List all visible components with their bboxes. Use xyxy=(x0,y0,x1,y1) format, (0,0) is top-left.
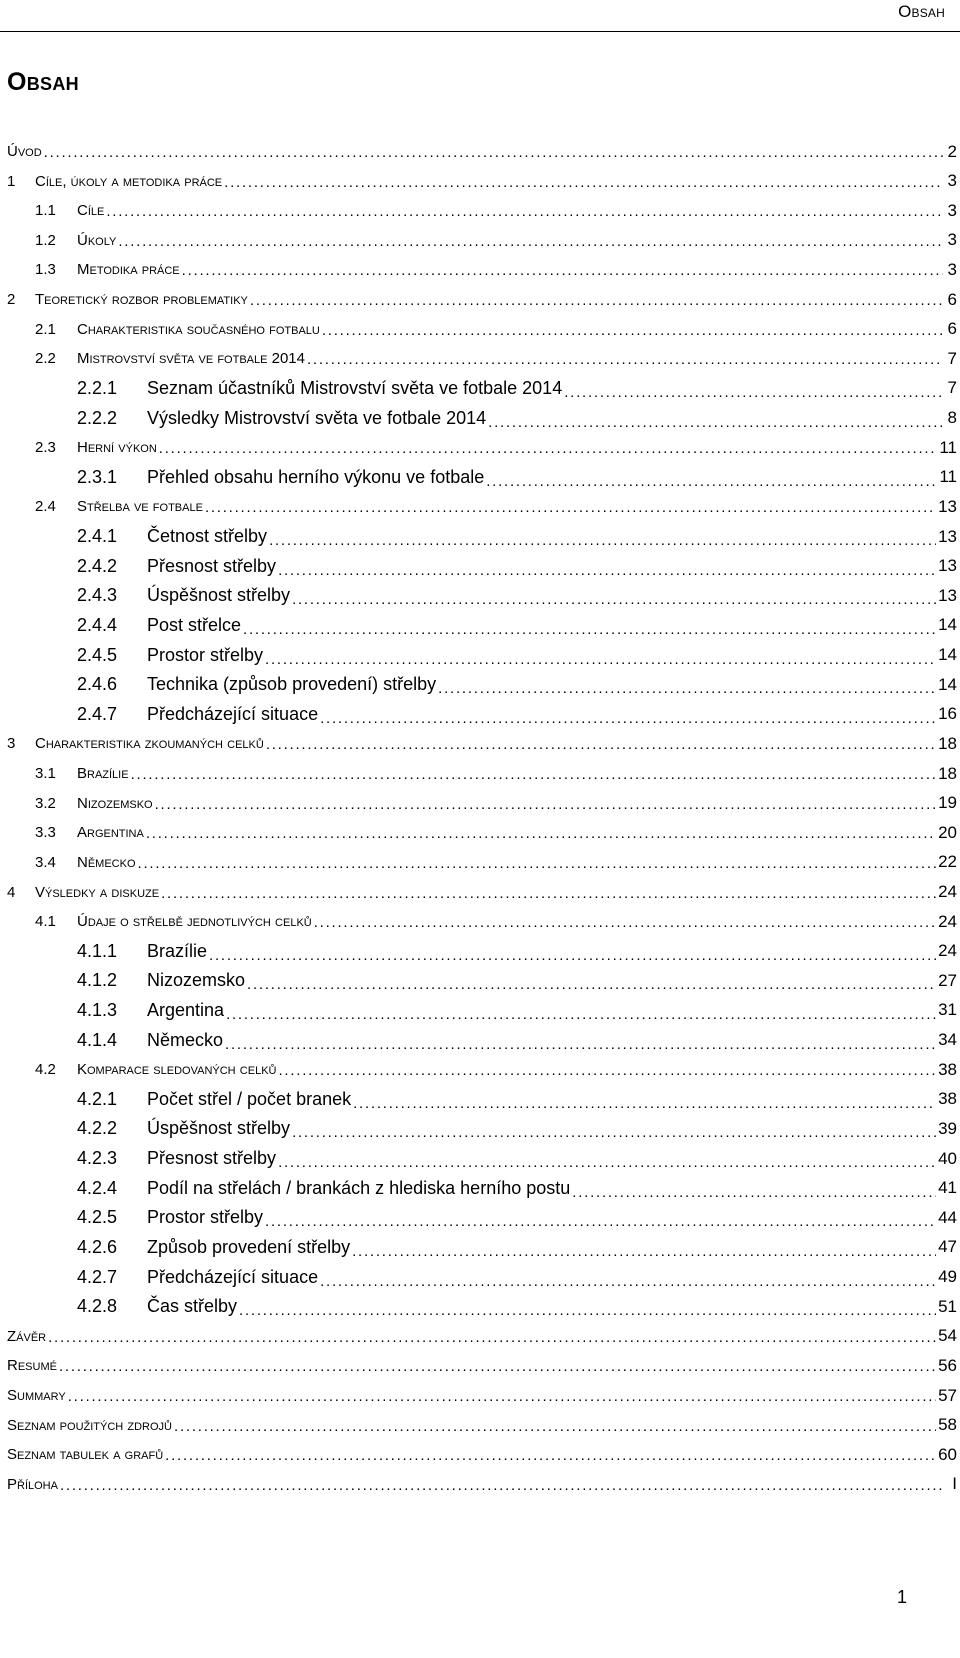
toc-dot-leader xyxy=(155,796,936,815)
toc-dot-leader xyxy=(209,944,936,963)
toc-entry-page: 11 xyxy=(939,467,957,487)
toc-entry-page: 27 xyxy=(938,970,957,990)
toc-entry-number: 2.4 xyxy=(35,498,56,516)
toc-entry-title: Střelba ve fotbale xyxy=(77,498,203,516)
toc-entry[interactable] xyxy=(7,580,957,611)
toc-entry-page: 34 xyxy=(938,1030,957,1050)
toc-entry-page: 13 xyxy=(938,496,957,516)
toc-entry-page: 16 xyxy=(938,704,957,724)
toc-entry[interactable] xyxy=(7,1321,957,1352)
toc-dot-leader xyxy=(68,1388,936,1407)
toc-entry-number: 2.1 xyxy=(35,320,56,338)
toc-entry-page: 6 xyxy=(947,319,957,339)
toc-entry-page: 60 xyxy=(938,1444,957,1464)
toc-entry-page: 7 xyxy=(947,348,957,368)
toc-entry[interactable] xyxy=(7,1410,957,1441)
toc-dot-leader xyxy=(488,411,943,430)
toc-entry-page: 44 xyxy=(938,1207,957,1227)
toc-dot-leader xyxy=(239,1299,936,1318)
toc-entry[interactable] xyxy=(7,669,957,700)
toc-entry-number: 1.3 xyxy=(35,261,56,279)
toc-entry-number: 4.1.1 xyxy=(77,940,118,961)
toc-entry-title: Seznam tabulek a grafů xyxy=(7,1446,164,1464)
toc-entry-number: 3.1 xyxy=(35,765,56,783)
toc-entry-title: Teoretický rozbor problematiky xyxy=(35,291,248,309)
toc-dot-leader xyxy=(106,203,943,222)
toc-entry-title: Úspěšnost střelby xyxy=(147,1118,291,1139)
toc-entry-page: 22 xyxy=(938,852,957,872)
toc-entry-page: 3 xyxy=(947,230,957,250)
toc-entry[interactable] xyxy=(7,906,957,937)
toc-entry-page: 3 xyxy=(947,171,957,191)
toc-entry-title: Charakteristika zkoumaných celků xyxy=(35,735,264,753)
toc-entry-title: Výsledky a diskuze xyxy=(35,883,160,901)
toc-dot-leader xyxy=(182,262,943,281)
toc-entry[interactable] xyxy=(7,1469,957,1500)
toc-entry-page: 54 xyxy=(938,1326,957,1346)
toc-entry-page: 57 xyxy=(938,1385,957,1405)
toc-entry-title: Mistrovství světa ve fotbale 2014 xyxy=(77,350,305,368)
toc-dot-leader xyxy=(292,588,936,607)
toc-entry-page: 24 xyxy=(938,911,957,931)
toc-entry[interactable] xyxy=(7,1202,957,1233)
toc-entry-page: 41 xyxy=(938,1178,957,1198)
toc-entry-title: Úspěšnost střelby xyxy=(147,585,291,606)
toc-entry-page: 6 xyxy=(947,289,957,309)
toc-dot-leader xyxy=(138,855,937,874)
toc-entry-page: 40 xyxy=(938,1148,957,1168)
toc-entry-page: 19 xyxy=(938,793,957,813)
toc-entry-number: 4 xyxy=(7,883,16,901)
toc-entry-page: 18 xyxy=(938,733,957,753)
toc-entry-title: Metodika práce xyxy=(77,261,180,279)
toc-entry-title: Seznam účastníků Mistrovství světa ve fotbale 2014 xyxy=(147,377,563,398)
toc-entry-number: 1.2 xyxy=(35,231,56,249)
toc-dot-leader xyxy=(314,914,936,933)
toc-dot-leader xyxy=(250,292,943,311)
toc-entry[interactable] xyxy=(7,1439,957,1470)
toc-dot-leader xyxy=(205,499,936,518)
toc-dot-leader xyxy=(278,1151,936,1170)
running-head-title: Obsah xyxy=(898,2,945,21)
toc-entry[interactable] xyxy=(7,936,957,967)
toc-dot-leader xyxy=(572,1181,936,1200)
toc-entry-title: Argentina xyxy=(77,824,144,842)
toc-entry-page: 58 xyxy=(938,1415,957,1435)
toc-entry-page: 3 xyxy=(947,259,957,279)
toc-entry-title: Výsledky Mistrovství světa ve fotbale 2014 xyxy=(147,407,487,428)
toc-entry-number: 4.2 xyxy=(35,1061,56,1079)
toc-entry-number: 2.3.1 xyxy=(77,466,118,487)
toc-entry[interactable] xyxy=(7,373,957,404)
toc-entry-page: 20 xyxy=(938,822,957,842)
toc-entry[interactable] xyxy=(7,728,957,759)
toc-entry-number: 4.2.2 xyxy=(77,1118,118,1139)
toc-dot-leader xyxy=(278,1062,936,1081)
toc-entry-title: Komparace sledovaných celků xyxy=(77,1061,277,1079)
toc-entry-number: 4.2.3 xyxy=(77,1148,118,1169)
toc-entry-number: 2.2.2 xyxy=(77,407,118,428)
toc-entry-page: 49 xyxy=(938,1267,957,1287)
toc-entry-number: 2.2.1 xyxy=(77,377,118,398)
toc-entry-page: 13 xyxy=(938,526,957,546)
toc-entry-title: Herní výkon xyxy=(77,439,157,457)
toc-entry-page: 7 xyxy=(947,378,957,398)
toc-entry[interactable] xyxy=(7,610,957,641)
toc-dot-leader xyxy=(118,233,943,252)
toc-entry-title: Argentina xyxy=(147,999,225,1020)
toc-dot-leader xyxy=(486,470,937,489)
toc-dot-leader xyxy=(265,648,936,667)
toc-entry[interactable] xyxy=(7,847,957,878)
toc-entry-title: Cíle xyxy=(77,202,105,220)
toc-entry[interactable] xyxy=(7,1350,957,1381)
toc-entry-title: Prostor střelby xyxy=(147,644,264,665)
toc-dot-leader xyxy=(269,529,936,548)
toc-entry[interactable] xyxy=(7,314,957,345)
toc-entry-number: 1.1 xyxy=(35,202,56,220)
toc-entry-number: 3 xyxy=(7,735,16,753)
toc-entry-number: 4.2.7 xyxy=(77,1266,118,1287)
toc-entry[interactable] xyxy=(7,1380,957,1411)
toc-entry-title: Počet střel / počet branek xyxy=(147,1088,352,1109)
toc-dot-leader xyxy=(322,322,943,341)
toc-entry[interactable] xyxy=(7,817,957,848)
toc-entry-title: Brazílie xyxy=(77,765,129,783)
toc-entry[interactable] xyxy=(7,284,957,315)
toc-entry-number: 4.2.6 xyxy=(77,1236,118,1257)
toc-entry-page: 14 xyxy=(938,645,957,665)
toc-dot-leader xyxy=(161,885,936,904)
toc-entry-title: Brazílie xyxy=(147,940,208,961)
toc-entry-number: 4.1 xyxy=(35,913,56,931)
toc-dot-leader xyxy=(48,1329,936,1348)
toc-dot-leader xyxy=(292,1121,936,1140)
toc-entry[interactable] xyxy=(7,195,957,226)
toc-entry[interactable] xyxy=(7,462,957,493)
toc-entry[interactable] xyxy=(7,1084,957,1115)
toc-entry-title: Technika (způsob provedení) střelby xyxy=(147,674,437,695)
toc-entry-page: 47 xyxy=(938,1237,957,1257)
toc-entry-number: 2.4.1 xyxy=(77,526,118,547)
toc-entry-number: 3.4 xyxy=(35,853,56,871)
toc-entry-number: 3.3 xyxy=(35,824,56,842)
toc-entry[interactable] xyxy=(7,432,957,463)
toc-entry-title: Způsob provedení střelby xyxy=(147,1236,351,1257)
toc-entry-title: Přesnost střelby xyxy=(147,555,277,576)
toc-entry-title: Četnost střelby xyxy=(147,526,268,547)
toc-entry-title: Údaje o střelbě jednotlivých celků xyxy=(77,913,312,931)
toc-entry-title: Cíle, úkoly a metodika práce xyxy=(35,172,223,190)
toc-entry[interactable] xyxy=(7,551,957,582)
toc-entry-title: Post střelce xyxy=(147,614,242,635)
toc-dot-leader xyxy=(174,1418,936,1437)
toc-entry-page: 14 xyxy=(938,674,957,694)
toc-dot-leader xyxy=(266,736,936,755)
toc-entry-page: I xyxy=(952,1474,957,1494)
toc-entry-number: 4.2.1 xyxy=(77,1088,118,1109)
toc-entry[interactable] xyxy=(7,166,957,197)
toc-entry-page: 11 xyxy=(939,437,957,457)
toc-entry[interactable] xyxy=(7,640,957,671)
toc-entry-page: 56 xyxy=(938,1355,957,1375)
toc-entry-page: 2 xyxy=(947,141,957,161)
toc-entry[interactable] xyxy=(7,1173,957,1204)
toc-entry-title: Německo xyxy=(77,853,136,871)
toc-entry-title: Charakteristika současného fotbalu xyxy=(77,320,320,338)
toc-entry-title: Úkoly xyxy=(77,231,117,249)
toc-entry-number: 2.2 xyxy=(35,350,56,368)
toc-entry-title: Resumé xyxy=(7,1357,57,1375)
toc-entry-page: 24 xyxy=(938,882,957,901)
toc-entry[interactable] xyxy=(7,877,957,908)
page-title: Obsah xyxy=(7,68,79,96)
toc-dot-leader xyxy=(224,174,943,193)
toc-entry-number: 2.4.7 xyxy=(77,703,118,724)
toc-entry-number: 3.2 xyxy=(35,794,56,812)
toc-entry-page: 38 xyxy=(938,1059,957,1079)
toc-entry[interactable] xyxy=(7,788,957,819)
toc-dot-leader xyxy=(320,707,936,726)
running-head xyxy=(0,0,960,36)
header-rule xyxy=(0,31,960,32)
toc-entry-number: 2.4.2 xyxy=(77,555,118,576)
toc-entry[interactable] xyxy=(7,136,957,167)
toc-entry[interactable] xyxy=(7,965,957,996)
toc-entry[interactable] xyxy=(7,1143,957,1174)
toc-entry-number: 4.1.2 xyxy=(77,970,118,991)
toc-entry[interactable] xyxy=(7,254,957,285)
toc-entry-title: Předcházející situace xyxy=(147,1266,319,1287)
toc-entry[interactable] xyxy=(7,1291,957,1322)
toc-entry[interactable] xyxy=(7,995,957,1026)
toc-entry-title: Nizozemsko xyxy=(77,794,153,812)
toc-dot-leader xyxy=(146,825,936,844)
toc-entry-title: Podíl na střelách / brankách z hlediska herního postu xyxy=(147,1177,571,1198)
toc-dot-leader xyxy=(44,144,943,163)
toc-entry-page: 8 xyxy=(947,408,957,428)
toc-entry-number: 2.4.5 xyxy=(77,644,118,665)
toc-entry-page: 39 xyxy=(938,1118,957,1138)
toc-entry-number: 4.2.4 xyxy=(77,1177,118,1198)
toc-entry[interactable] xyxy=(7,491,957,522)
toc-entry-title: Německo xyxy=(147,1029,224,1050)
toc-dot-leader xyxy=(226,1003,936,1022)
toc-dot-leader xyxy=(59,1358,936,1377)
toc-dot-leader xyxy=(265,1210,936,1229)
toc-entry-page: 13 xyxy=(938,585,957,605)
toc-entry[interactable] xyxy=(7,758,957,789)
toc-dot-leader xyxy=(320,1270,936,1289)
toc-entry-number: 2.4.4 xyxy=(77,614,118,635)
toc-dot-leader xyxy=(353,1092,936,1111)
toc-entry-title: Úvod xyxy=(7,143,42,160)
toc-entry[interactable] xyxy=(7,1113,957,1144)
toc-entry-number: 4.1.4 xyxy=(77,1029,118,1050)
toc-entry-title: Prostor střelby xyxy=(147,1207,264,1228)
toc-entry-page: 13 xyxy=(938,556,957,576)
toc-entry[interactable] xyxy=(7,343,957,374)
toc-entry-number: 2.4.6 xyxy=(77,674,118,695)
toc-dot-leader xyxy=(278,559,936,578)
toc-entry-page: 24 xyxy=(938,941,957,961)
toc-entry-number: 4.1.3 xyxy=(77,999,118,1020)
page-number: 1 xyxy=(896,1587,907,1607)
toc-entry-number: 2 xyxy=(7,291,16,309)
toc-entry-number: 4.2.8 xyxy=(77,1296,118,1317)
toc-entry-title: Seznam použitých zdrojů xyxy=(7,1416,173,1434)
toc-entry-number: 2.4.3 xyxy=(77,585,118,606)
toc-entry[interactable] xyxy=(7,1262,957,1293)
toc-dot-leader xyxy=(352,1240,936,1259)
toc-dot-leader xyxy=(159,440,938,459)
toc-dot-leader xyxy=(165,1447,936,1466)
toc-dot-leader xyxy=(60,1477,943,1496)
toc-entry-title: Přehled obsahu herního výkonu ve fotbale xyxy=(147,466,485,487)
toc-entry-page: 38 xyxy=(938,1089,957,1109)
toc-entry-title: Příloha xyxy=(7,1475,58,1493)
toc-entry-page: 14 xyxy=(938,615,957,635)
toc-entry-page: 3 xyxy=(947,200,957,220)
toc-entry[interactable] xyxy=(7,1232,957,1263)
toc-entry[interactable] xyxy=(7,1025,957,1056)
toc-entry-title: Závěr xyxy=(7,1327,47,1345)
toc-entry-number: 4.2.5 xyxy=(77,1207,118,1228)
toc-entry[interactable] xyxy=(7,403,957,434)
toc-entry-number: 2.3 xyxy=(35,439,56,457)
toc-entry-page: 51 xyxy=(938,1296,957,1316)
toc-dot-leader xyxy=(307,351,943,370)
toc-entry-page: 31 xyxy=(938,1000,957,1020)
toc-entry-title: Nizozemsko xyxy=(147,970,246,991)
toc-entry[interactable] xyxy=(7,1054,957,1085)
toc-entry-title: Předcházející situace xyxy=(147,703,319,724)
toc-dot-leader xyxy=(131,766,937,785)
toc-dot-leader xyxy=(247,973,936,992)
toc-entry-number: 1 xyxy=(7,172,16,190)
toc-dot-leader xyxy=(243,618,936,637)
toc-entry[interactable] xyxy=(7,699,957,730)
toc-dot-leader xyxy=(564,381,943,400)
toc-entry-title: Čas střelby xyxy=(147,1296,238,1317)
toc-dot-leader xyxy=(225,1033,936,1052)
toc-entry[interactable] xyxy=(7,521,957,552)
toc-entry[interactable] xyxy=(7,225,957,256)
toc-entry-title: Summary xyxy=(7,1387,66,1405)
toc-entry-title: Přesnost střelby xyxy=(147,1148,277,1169)
toc-dot-leader xyxy=(438,677,936,696)
toc-entry-page: 18 xyxy=(938,763,957,783)
